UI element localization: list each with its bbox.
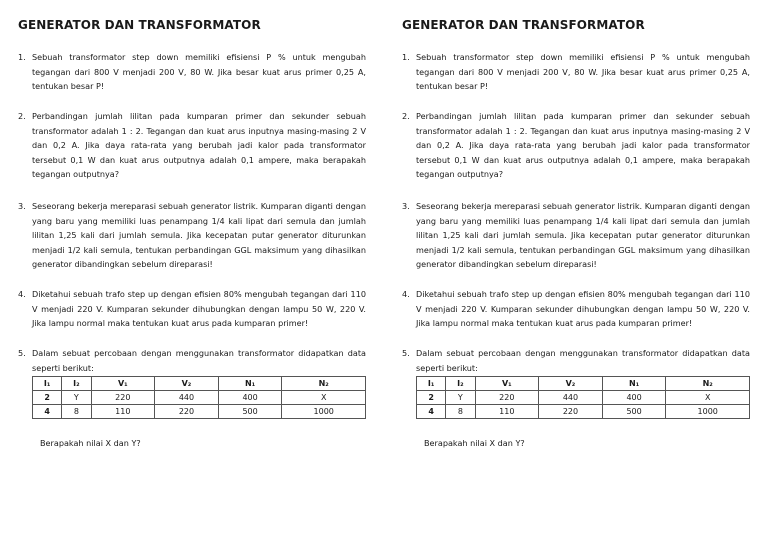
question-4 [402,287,750,331]
question-number: 5. [18,348,26,358]
table-cell: 440 [155,391,219,405]
question-text: Seseorang bekerja mereparasi sebuah generator listrik. Kumparan diganti dengan yang baru yang memiliki luas penampang 1/4 kali lipat dari semula dan jumlah lilitan 1,25 kali dari jumlah semula. Jika kecepatan putar generator diturunkan menjadi 1/2 kali semula, tentukan perbandingan GGL maksimum yang dihasilkan generator dibandingkan sebelum direparasi! [32,201,366,270]
question-text: Diketahui sebuah trafo step up dengan efisien 80% mengubah tegangan dari 110 V menjadi 220 V. Kumparan sekunder dihubungkan dengan lampu 50 W, 220 V. Jika lampu normal maka tentukan kuat arus pada kumparan primer! [32,289,366,329]
question-1 [402,50,750,94]
table-header-row [33,377,366,391]
table-header: N₁ [218,377,282,391]
data-table [32,376,366,419]
table-header: V₁ [91,377,155,391]
question-2 [402,109,750,182]
table-cell: 440 [539,391,603,405]
table-cell: 220 [475,391,539,405]
question-3 [402,199,750,272]
table-header: V₂ [539,377,603,391]
question-number: 1. [18,52,26,62]
question-number: 2. [18,111,26,121]
question-number: 5. [402,348,410,358]
question-3 [18,199,366,272]
page-title: GENERATOR DAN TRANSFORMATOR [18,18,261,32]
closing-question: Berapakah nilai X dan Y? [424,438,525,448]
table-header: V₁ [475,377,539,391]
question-text: Dalam sebuat percobaan dengan menggunakan transformator didapatkan data seperti berikut: [32,348,366,373]
question-text: Seseorang bekerja mereparasi sebuah generator listrik. Kumparan diganti dengan yang baru yang memiliki luas penampang 1/4 kali lipat dari semula dan jumlah lilitan 1,25 kali dari jumlah semula. Jika kecepatan putar generator diturunkan menjadi 1/2 kali semula, tentukan perbandingan GGL maksimum yang dihasilkan generator dibandingkan sebelum direparasi! [416,201,750,270]
table-header: I₂ [446,377,475,391]
table-cell: 500 [602,405,666,419]
table-cell: 110 [91,405,155,419]
table-cell: 2 [33,391,62,405]
question-number: 4. [18,289,26,299]
table-row [417,405,750,419]
table-cell: 2 [417,391,446,405]
table-cell: 1000 [282,405,366,419]
question-text: Dalam sebuat percobaan dengan menggunakan transformator didapatkan data seperti berikut: [416,348,750,373]
question-5 [402,346,750,375]
table-cell: X [666,391,750,405]
table-header: V₂ [155,377,219,391]
table-row [33,405,366,419]
table-cell: 4 [33,405,62,419]
question-number: 2. [402,111,410,121]
table-cell: 1000 [666,405,750,419]
question-5 [18,346,366,375]
question-text: Perbandingan jumlah lilitan pada kumparan primer dan sekunder sebuah transformator adalah 1 : 2. Tegangan dan kuat arus inputnya masing-masing 2 V dan 0,2 A. Jika daya rata-rata yang berubah jadi kalor pada transformator tersebut 0,1 W dan kuat arus outputnya adalah 0,1 ampere, maka berapakah tegangan outputnya? [32,111,366,180]
question-number: 3. [18,201,26,211]
table-cell: 400 [218,391,282,405]
table-cell: Y [62,391,91,405]
table-header: N₂ [666,377,750,391]
table-cell: X [282,391,366,405]
question-number: 3. [402,201,410,211]
table-row [417,391,750,405]
question-number: 1. [402,52,410,62]
question-text: Sebuah transformator step down memiliki efisiensi P % untuk mengubah tegangan dari 800 V menjadi 200 V, 80 W. Jika besar kuat arus primer 0,25 A, tentukan besar P! [32,52,366,92]
table-header: I₁ [417,377,446,391]
table-cell: 400 [602,391,666,405]
table-cell: 220 [539,405,603,419]
table-cell: 110 [475,405,539,419]
question-2 [18,109,366,182]
table-header: I₂ [62,377,91,391]
page-title: GENERATOR DAN TRANSFORMATOR [402,18,645,32]
table-header: N₁ [602,377,666,391]
table-cell: 220 [155,405,219,419]
table-cell: Y [446,391,475,405]
table-cell: 8 [446,405,475,419]
question-1 [18,50,366,94]
table-cell: 4 [417,405,446,419]
question-text: Perbandingan jumlah lilitan pada kumparan primer dan sekunder sebuah transformator adalah 1 : 2. Tegangan dan kuat arus inputnya masing-masing 2 V dan 0,2 A. Jika daya rata-rata yang berubah jadi kalor pada transformator tersebut 0,1 W dan kuat arus outputnya adalah 0,1 ampere, maka berapakah tegangan outputnya? [416,111,750,180]
table-cell: 500 [218,405,282,419]
question-number: 4. [402,289,410,299]
table-header: N₂ [282,377,366,391]
closing-question: Berapakah nilai X dan Y? [40,438,141,448]
table-cell: 8 [62,405,91,419]
question-text: Diketahui sebuah trafo step up dengan efisien 80% mengubah tegangan dari 110 V menjadi 220 V. Kumparan sekunder dihubungkan dengan lampu 50 W, 220 V. Jika lampu normal maka tentukan kuat arus pada kumparan primer! [416,289,750,329]
table-cell: 220 [91,391,155,405]
question-4 [18,287,366,331]
table-header-row [417,377,750,391]
table-row [33,391,366,405]
data-table [416,376,750,419]
table-header: I₁ [33,377,62,391]
question-text: Sebuah transformator step down memiliki efisiensi P % untuk mengubah tegangan dari 800 V menjadi 200 V, 80 W. Jika besar kuat arus primer 0,25 A, tentukan besar P! [416,52,750,92]
